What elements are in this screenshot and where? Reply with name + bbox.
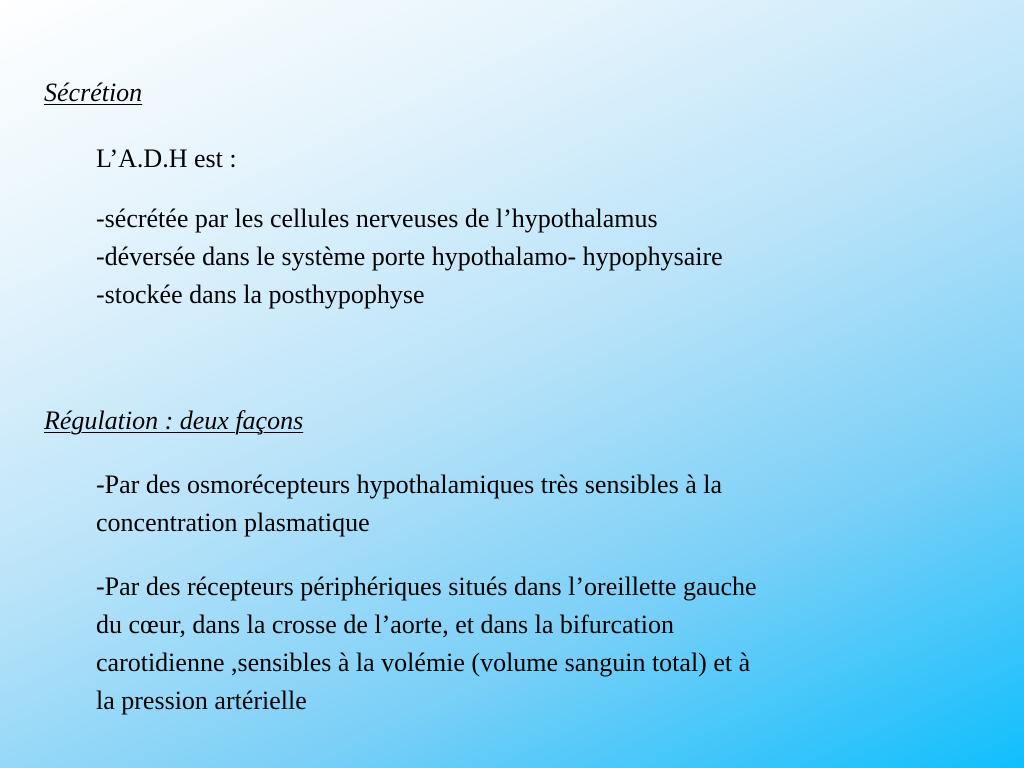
regulation-paragraph-osmoreceptors: [96, 466, 722, 542]
secretion-list: [96, 200, 723, 314]
secretion-list-item: -déversée dans le système porte hypothalamo- hypophysaire: [96, 242, 723, 271]
paragraph-line: -Par des récepteurs périphériques situés dans l’oreillette gauche: [96, 572, 757, 601]
paragraph-line: -Par des osmorécepteurs hypothalamiques très sensibles à la: [96, 470, 722, 499]
section-heading-regulation: Régulation : deux façons: [44, 406, 304, 435]
secretion-list-item: -sécrétée par les cellules nerveuses de l’hypothalamus: [96, 204, 658, 233]
section-heading-secretion: Sécrétion: [44, 78, 143, 107]
paragraph-line: concentration plasmatique: [96, 508, 370, 537]
paragraph-line: du cœur, dans la crosse de l’aorte, et dans la bifurcation: [96, 610, 674, 639]
regulation-paragraph-peripheral-receptors: [96, 568, 757, 720]
paragraph-line: la pression artérielle: [96, 686, 307, 715]
intro-text: L’A.D.H est :: [96, 144, 237, 173]
secretion-list-item: -stockée dans la posthypophyse: [96, 280, 425, 309]
paragraph-line: carotidienne ,sensibles à la volémie (volume sanguin total) et à: [96, 648, 751, 677]
